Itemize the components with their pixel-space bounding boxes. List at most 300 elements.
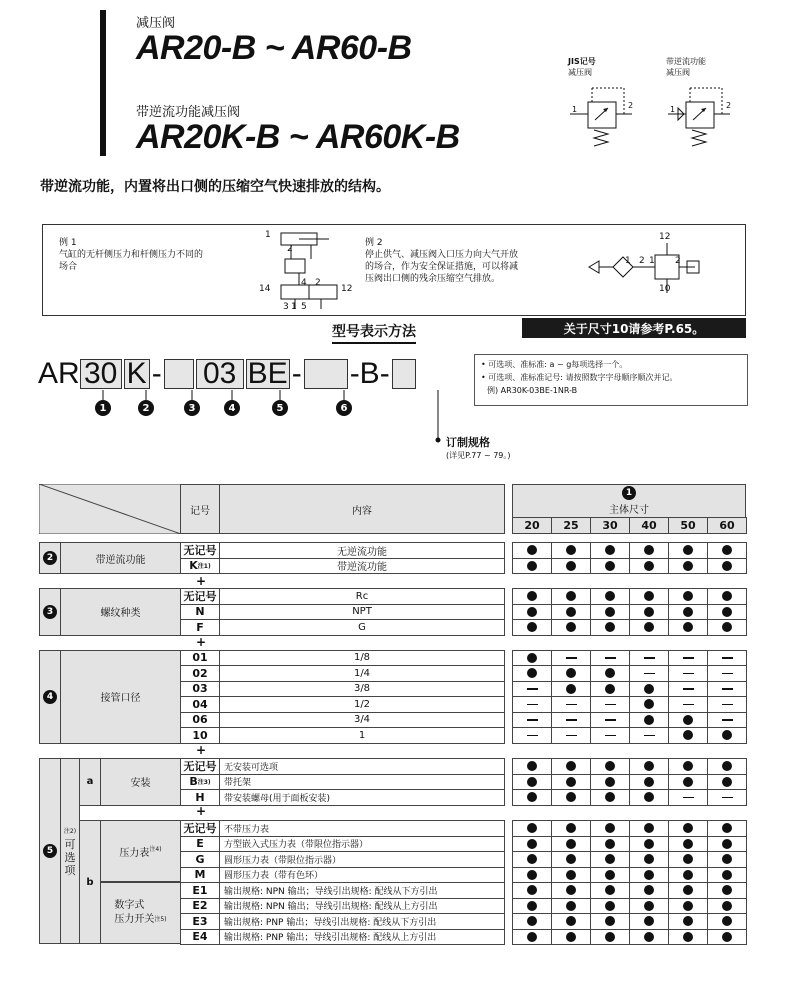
title2-model: AR20K-B ~ AR60K-B xyxy=(136,118,460,156)
availability-cell xyxy=(668,712,708,729)
availability-cell xyxy=(590,542,630,559)
available-dot xyxy=(683,591,693,601)
available-dot xyxy=(722,854,732,864)
available-dot xyxy=(566,607,576,617)
backflow-port2: 2 xyxy=(726,101,732,110)
availability-cell xyxy=(512,836,552,853)
sub-a-label xyxy=(100,758,181,806)
row-content: 1/2 xyxy=(219,696,505,713)
not-available-dash xyxy=(683,688,694,690)
sub-group-b-label1 xyxy=(119,844,161,859)
example2-line: 的场合，作为安全保证措施，可以将减 xyxy=(365,262,519,272)
not-available-dash xyxy=(566,719,577,721)
not-available-dash xyxy=(527,719,538,721)
sub-group-a-label: 安装 xyxy=(130,778,151,790)
available-dot xyxy=(722,591,732,601)
group-2-num xyxy=(39,542,61,574)
group-note: 注2) xyxy=(63,828,77,835)
available-dot xyxy=(722,761,732,771)
row-content: 1/4 xyxy=(219,665,505,682)
not-available-dash xyxy=(644,735,655,737)
not-available-dash xyxy=(683,704,694,706)
availability-cell xyxy=(629,727,669,744)
availability-cell xyxy=(668,604,708,621)
available-dot xyxy=(722,545,732,555)
available-dot xyxy=(527,591,537,601)
available-dot xyxy=(527,561,537,571)
available-dot xyxy=(644,545,654,555)
row-symbol: E2 xyxy=(180,898,220,915)
available-dot xyxy=(527,777,537,787)
availability-cell xyxy=(707,604,747,621)
availability-cell xyxy=(590,681,630,698)
row-symbol: K 注1) xyxy=(180,558,220,575)
code-dash1: - xyxy=(151,357,162,390)
available-dot xyxy=(644,916,654,926)
backflow-port1: 1 xyxy=(670,105,676,114)
availability-cell xyxy=(707,820,747,837)
available-dot xyxy=(722,622,732,632)
row-symbol: 02 xyxy=(180,665,220,682)
available-dot xyxy=(605,916,615,926)
not-available-dash xyxy=(566,657,577,659)
availability-cell xyxy=(551,650,591,667)
ex2-num: 2 xyxy=(675,256,681,266)
availability-cell xyxy=(668,727,708,744)
available-dot xyxy=(527,839,537,849)
ex1-num: 1 xyxy=(291,302,297,312)
available-dot xyxy=(683,545,693,555)
availability-cell xyxy=(590,851,630,868)
note-line: • 可选项、准标准记号: 请按照数字字母顺序顺次并记。 xyxy=(481,373,678,382)
not-available-dash xyxy=(683,673,694,675)
availability-cell xyxy=(551,851,591,868)
available-dot xyxy=(527,545,537,555)
available-dot xyxy=(527,916,537,926)
availability-cell xyxy=(512,619,552,636)
availability-cell xyxy=(668,758,708,775)
ex1-num: 5 xyxy=(301,302,307,312)
availability-cell xyxy=(551,882,591,899)
availability-cell xyxy=(668,789,708,806)
ex1-num: 2 xyxy=(315,278,321,288)
availability-cell xyxy=(707,851,747,868)
backflow-sub: 减压阀 xyxy=(666,68,690,77)
group-3-label xyxy=(60,588,181,636)
row-content: NPT xyxy=(219,604,505,621)
availability-cell xyxy=(590,820,630,837)
availability-cell xyxy=(629,774,669,791)
availability-cell xyxy=(551,696,591,713)
code-num-3: 3 xyxy=(184,400,200,416)
not-available-dash xyxy=(566,704,577,706)
available-dot xyxy=(644,591,654,601)
group-label: 接管口径 xyxy=(100,693,141,704)
availability-cell xyxy=(707,882,747,899)
availability-cell xyxy=(512,789,552,806)
custom-label: 订制规格 xyxy=(446,436,490,449)
available-dot xyxy=(527,870,537,880)
availability-cell xyxy=(629,558,669,575)
availability-cell xyxy=(707,650,747,667)
available-dot xyxy=(527,885,537,895)
availability-cell xyxy=(551,913,591,930)
availability-cell xyxy=(629,665,669,682)
availability-cell xyxy=(668,665,708,682)
code-dash2: - xyxy=(291,357,302,390)
custom-ref: (详见P.77 ~ 79。) xyxy=(446,451,511,460)
plus-sign: + xyxy=(196,635,207,649)
row-content: 输出规格: NPN 输出；导线引出规格: 配线从上方引出 xyxy=(219,898,505,915)
row-content: 1/8 xyxy=(219,650,505,667)
available-dot xyxy=(683,901,693,911)
row-note: 注3) xyxy=(197,779,211,787)
availability-cell xyxy=(629,836,669,853)
available-dot xyxy=(566,668,576,678)
not-available-dash xyxy=(722,797,733,799)
available-dot xyxy=(644,885,654,895)
availability-cell xyxy=(551,758,591,775)
availability-cell xyxy=(629,758,669,775)
availability-cell xyxy=(590,665,630,682)
row-symbol: E3 xyxy=(180,913,220,930)
availability-cell xyxy=(629,619,669,636)
availability-cell xyxy=(512,758,552,775)
available-dot xyxy=(566,854,576,864)
availability-cell xyxy=(629,542,669,559)
row-content: 输出规格: NPN 输出；导线引出规格: 配线从下方引出 xyxy=(219,882,505,899)
available-dot xyxy=(605,545,615,555)
available-dot xyxy=(605,839,615,849)
availability-cell xyxy=(629,712,669,729)
group-4-num xyxy=(39,650,61,744)
availability-cell xyxy=(707,712,747,729)
availability-cell xyxy=(707,696,747,713)
availability-cell xyxy=(551,558,591,575)
group-num: 3 xyxy=(43,605,57,619)
example2-title: 例 2 xyxy=(365,238,383,248)
available-dot xyxy=(605,561,615,571)
example1-text xyxy=(59,237,203,273)
ex1-num: 3 xyxy=(283,302,289,312)
available-dot xyxy=(566,901,576,911)
ex2-num: 10 xyxy=(659,284,671,294)
row-note: 注1) xyxy=(197,563,211,571)
row-content: 带逆流功能 xyxy=(219,558,505,575)
sub-b-letter xyxy=(79,820,101,944)
availability-cell xyxy=(590,558,630,575)
available-dot xyxy=(566,870,576,880)
availability-cell xyxy=(512,604,552,621)
group-5-num xyxy=(39,758,61,944)
title1-model: AR20-B ~ AR60-B xyxy=(136,29,412,67)
availability-cell xyxy=(629,588,669,605)
not-available-dash xyxy=(644,673,655,675)
row-note: 注4) xyxy=(149,845,162,853)
ex2-num: 12 xyxy=(659,232,671,242)
available-dot xyxy=(644,715,654,725)
availability-cell xyxy=(590,774,630,791)
header-body xyxy=(512,484,746,518)
sub-group-b: b xyxy=(86,876,94,888)
ex1-num: 14 xyxy=(259,284,271,294)
row-content: 圆形压力表（带有色环） xyxy=(219,867,505,884)
available-dot xyxy=(683,607,693,617)
row-content: 带托架 xyxy=(219,774,505,791)
availability-cell xyxy=(629,867,669,884)
ex1-num: 12 xyxy=(341,284,353,294)
availability-cell xyxy=(551,836,591,853)
code-prefix: AR xyxy=(38,357,80,390)
row-symbol: F xyxy=(180,619,220,636)
row-content: G xyxy=(219,619,505,636)
available-dot xyxy=(644,854,654,864)
not-available-dash xyxy=(722,673,733,675)
availability-cell xyxy=(707,558,747,575)
available-dot xyxy=(605,668,615,678)
available-dot xyxy=(605,684,615,694)
pressure-gauge-label: 压力表 xyxy=(119,847,150,859)
availability-cell xyxy=(590,588,630,605)
row-symbol: E1 xyxy=(180,882,220,899)
availability-cell xyxy=(551,867,591,884)
notes-box xyxy=(474,354,748,406)
code-num-1: 1 xyxy=(95,400,111,416)
ex1-num: 2 xyxy=(287,244,293,254)
availability-cell xyxy=(590,898,630,915)
available-dot xyxy=(683,730,693,740)
available-dot xyxy=(566,839,576,849)
row-symbol: 04 xyxy=(180,696,220,713)
jis-port1: 1 xyxy=(572,105,578,114)
availability-cell xyxy=(512,867,552,884)
row-content: 无安装可选项 xyxy=(219,758,505,775)
description: 带逆流功能，内置将出口侧的压缩空气快速排放的结构。 xyxy=(40,179,390,195)
available-dot xyxy=(644,792,654,802)
row-symbol: 无记号 xyxy=(180,542,220,559)
not-available-dash xyxy=(566,735,577,737)
availability-cell xyxy=(551,727,591,744)
available-dot xyxy=(566,916,576,926)
availability-cell xyxy=(668,929,708,946)
available-dot xyxy=(605,901,615,911)
example-box xyxy=(42,224,746,316)
available-dot xyxy=(527,622,537,632)
availability-cell xyxy=(629,696,669,713)
available-dot xyxy=(527,932,537,942)
availability-cell xyxy=(707,588,747,605)
availability-cell xyxy=(707,681,747,698)
available-dot xyxy=(527,668,537,678)
available-dot xyxy=(722,870,732,880)
group-4-label xyxy=(60,650,181,744)
available-dot xyxy=(722,901,732,911)
availability-cell xyxy=(551,929,591,946)
availability-cell xyxy=(590,650,630,667)
size-header: 20 xyxy=(512,517,552,534)
availability-cell xyxy=(512,681,552,698)
code-num-5: 5 xyxy=(272,400,288,416)
example1-title: 例 1 xyxy=(59,238,77,248)
availability-cell xyxy=(590,882,630,899)
plus-sign: + xyxy=(196,743,207,757)
row-symbol: 无记号 xyxy=(180,758,220,775)
available-dot xyxy=(683,715,693,725)
available-dot xyxy=(644,823,654,833)
code-dash3: -B- xyxy=(349,357,390,390)
row-content: 方型嵌入式压力表（带限位指示器） xyxy=(219,836,505,853)
header-num: 1 xyxy=(622,486,636,500)
row-content: 无逆流功能 xyxy=(219,542,505,559)
availability-cell xyxy=(590,696,630,713)
available-dot xyxy=(527,607,537,617)
available-dot xyxy=(683,823,693,833)
jis-symbol xyxy=(568,56,634,114)
availability-cell xyxy=(512,650,552,667)
availability-cell xyxy=(512,774,552,791)
available-dot xyxy=(566,823,576,833)
availability-cell xyxy=(668,696,708,713)
row-content: Rc xyxy=(219,588,505,605)
availability-cell xyxy=(590,604,630,621)
code-port-box: 03 xyxy=(196,359,244,389)
not-available-dash xyxy=(605,719,616,721)
available-dot xyxy=(722,561,732,571)
title1-cn: 减压阀 xyxy=(136,16,176,31)
availability-cell xyxy=(629,820,669,837)
available-dot xyxy=(644,901,654,911)
available-dot xyxy=(722,823,732,833)
availability-cell xyxy=(512,929,552,946)
availability-cell xyxy=(629,789,669,806)
availability-cell xyxy=(707,619,747,636)
availability-cell xyxy=(512,851,552,868)
availability-cell xyxy=(551,619,591,636)
availability-cell xyxy=(551,604,591,621)
available-dot xyxy=(722,916,732,926)
availability-cell xyxy=(512,558,552,575)
sub-group-a: a xyxy=(86,776,94,788)
availability-cell xyxy=(668,836,708,853)
jis-label: JIS记号 xyxy=(568,57,596,66)
availability-cell xyxy=(590,727,630,744)
group-label: 带逆流功能 xyxy=(95,554,146,566)
availability-cell xyxy=(590,929,630,946)
size-note: 关于尺寸10请参考P.65。 xyxy=(522,318,746,338)
row-symbol: 无记号 xyxy=(180,820,220,837)
availability-cell xyxy=(551,665,591,682)
example2-line: 停止供气、减压阀入口压力向大气开放 xyxy=(365,250,519,260)
header-symbol: 记号 xyxy=(180,484,220,534)
availability-cell xyxy=(512,665,552,682)
availability-cell xyxy=(707,898,747,915)
available-dot xyxy=(605,792,615,802)
availability-cell xyxy=(668,898,708,915)
availability-cell xyxy=(551,820,591,837)
available-dot xyxy=(605,761,615,771)
availability-cell xyxy=(629,898,669,915)
available-dot xyxy=(644,870,654,880)
size-header: 50 xyxy=(668,517,708,534)
group-num: 4 xyxy=(43,690,57,704)
row-content: 3/8 xyxy=(219,681,505,698)
row-symbol: 06 xyxy=(180,712,220,729)
row-content: 输出规格: PNP 输出；导线引出规格: 配线从上方引出 xyxy=(219,929,505,946)
available-dot xyxy=(644,932,654,942)
row-symbol: G xyxy=(180,851,220,868)
available-dot xyxy=(566,885,576,895)
availability-cell xyxy=(512,898,552,915)
plus-sign: + xyxy=(196,804,207,818)
availability-cell xyxy=(512,913,552,930)
available-dot xyxy=(683,932,693,942)
backflow-symbol xyxy=(666,56,732,114)
availability-cell xyxy=(668,851,708,868)
available-dot xyxy=(644,761,654,771)
available-dot xyxy=(722,885,732,895)
available-dot xyxy=(527,854,537,864)
availability-cell xyxy=(512,542,552,559)
availability-cell xyxy=(512,882,552,899)
not-available-dash xyxy=(527,735,538,737)
available-dot xyxy=(605,622,615,632)
header-body-size: 主体尺寸 xyxy=(609,505,649,516)
available-dot xyxy=(605,591,615,601)
availability-cell xyxy=(668,650,708,667)
availability-cell xyxy=(707,758,747,775)
row-symbol: E xyxy=(180,836,220,853)
availability-cell xyxy=(707,929,747,946)
available-dot xyxy=(722,839,732,849)
availability-cell xyxy=(512,727,552,744)
availability-cell xyxy=(590,913,630,930)
available-dot xyxy=(644,561,654,571)
reducing-valve-icon xyxy=(568,78,648,168)
code-opt6-box xyxy=(304,359,348,389)
available-dot xyxy=(605,777,615,787)
note-line: • 可选项、准标准: a ~ g每项选择一个。 xyxy=(481,360,628,369)
code-thread-box xyxy=(164,359,194,389)
row-content: 1 xyxy=(219,727,505,744)
size-header: 25 xyxy=(551,517,591,534)
available-dot xyxy=(644,839,654,849)
code-num-2: 2 xyxy=(138,400,154,416)
pressure-switch-label: 压力开关 xyxy=(114,914,155,925)
availability-cell xyxy=(590,836,630,853)
availability-cell xyxy=(668,913,708,930)
available-dot xyxy=(527,653,537,663)
available-dot xyxy=(644,777,654,787)
row-symbol: E4 xyxy=(180,929,220,946)
row-content: 输出规格: PNP 输出；导线引出规格: 配线从下方引出 xyxy=(219,913,505,930)
available-dot xyxy=(566,777,576,787)
availability-cell xyxy=(512,820,552,837)
not-available-dash xyxy=(722,688,733,690)
available-dot xyxy=(605,885,615,895)
availability-cell xyxy=(707,774,747,791)
row-symbol: N xyxy=(180,604,220,621)
availability-cell xyxy=(668,619,708,636)
ex1-num: 4 xyxy=(301,278,307,288)
sub-a-letter xyxy=(79,758,101,806)
header-bar xyxy=(100,10,106,156)
model-code xyxy=(38,356,416,392)
code-custom-box xyxy=(392,359,416,389)
availability-cell xyxy=(551,681,591,698)
not-available-dash xyxy=(722,704,733,706)
row-symbol: 无记号 xyxy=(180,588,220,605)
availability-cell xyxy=(629,913,669,930)
